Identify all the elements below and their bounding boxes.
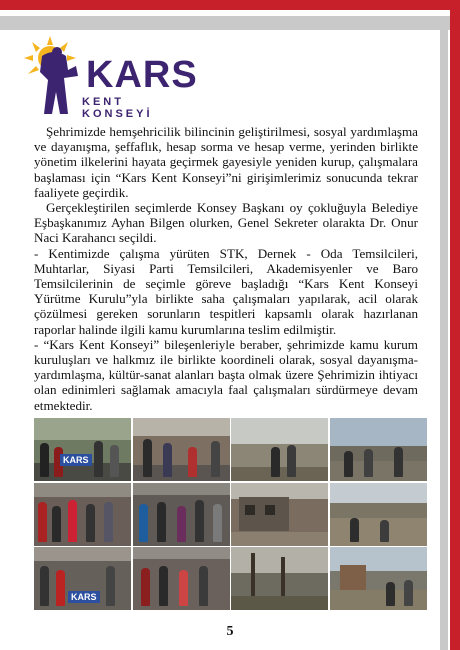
photo-road-inspection [330, 418, 427, 481]
kars-kent-konseyi-logo [24, 36, 198, 120]
body-text [34, 124, 418, 413]
page-number: 5 [226, 624, 234, 639]
photo-field-visit [231, 418, 328, 481]
paragraph-1: Şehrimizde hemşehricilik bilincinin geliştirilmesi, sosyal yardımlaşma ve dayanışma, şeffaflık, hesap sorma ve hesap verme, yerinden birlikte yönetim ilkelerini hayata geçirmek gayesiyle yeniden kurup, çalışmalara başlaması için “Kars Kent Konseyi”ni girişimlerimiz sonucunda tekrar faaliyete geçirdik. [34, 124, 418, 200]
logo-kars-text: KARS [86, 54, 198, 96]
photo-group-gathering [133, 547, 230, 610]
top-gray-band [0, 16, 460, 30]
photo-stand-crowd [34, 418, 131, 481]
photo-muddy-road [330, 483, 427, 546]
stand-banner-label-1: KARS [60, 454, 92, 466]
photo-volunteers [34, 483, 131, 546]
photo-market-crowd [133, 483, 230, 546]
paragraph-2: Gerçekleştirilen seçimlerde Konsey Başkanı oy çokluğuyla Belediye Eşbaşkanımız Ayhan Bilgen olurken, Genel Sekreter olarakta Dr. Onur Naci Karahancı seçildi. [34, 200, 418, 246]
paragraph-3: - Kentimizde çalışma yürüten STK, Dernek - Oda Temsilcileri, Muhtarlar, Siyasi Parti Temsilcileri, Akademisyenler ve Baro Temsilcilerinin de seçimle göreve başladığı “Kars Kent Konseyi Yürütme Kurulu”yla birlikte saha çalışmaları yapılarak, acil olarak çözülmesi gereken sorunların tespitleri kapsamlı olarak hazırlanan raporlar halinde ilgili kamu kurumlarına teslim edilmiştir. [34, 245, 418, 337]
photo-stand-banner [34, 547, 131, 610]
logo-subtitle: KENT KONSEYİ [82, 96, 153, 120]
photo-old-building [231, 483, 328, 546]
right-red-band [450, 0, 460, 650]
paragraph-4: - “Kars Kent Konseyi” bileşenleriyle beraber, şehrimizde kamu kurum kuruluşları ve halkmız ile birlikte koordineli olarak, sosyal dayanışma-yardımlaşma, kültür-sanat alanları başta olmak üzere Şehrimizin ihtiyacı olan edinimleri sağlamak amacıyla faal çalışmaları sürdürmeye devam etmektedir. [34, 336, 418, 413]
top-red-band [0, 0, 460, 10]
right-gray-band [440, 30, 448, 650]
photo-collage [34, 418, 425, 610]
photo-construction-site [330, 547, 427, 610]
photo-winter-trees [231, 547, 328, 610]
stand-banner-label-2: KARS [68, 591, 100, 603]
photo-street-meeting [133, 418, 230, 481]
